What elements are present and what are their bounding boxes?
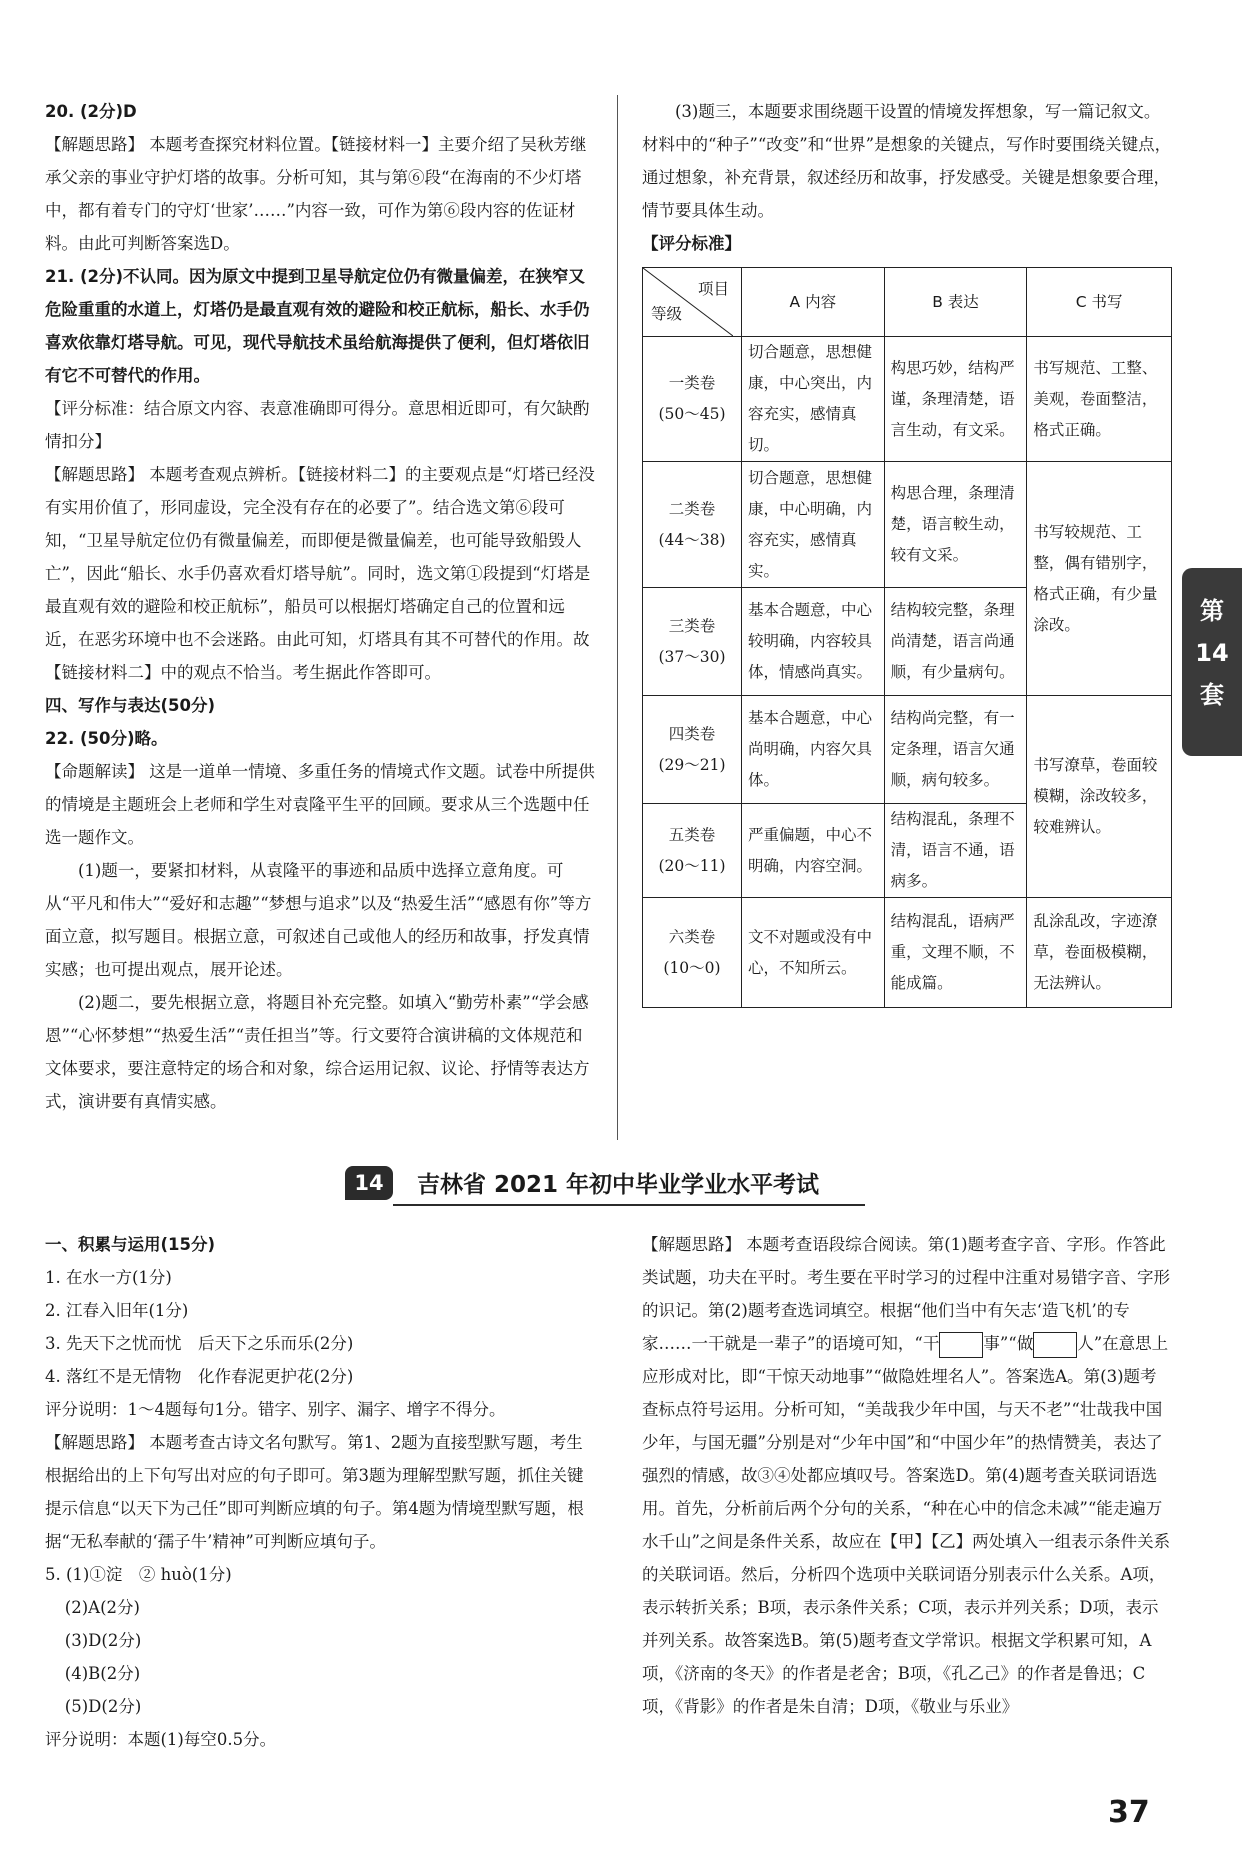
side-tab-line: 套: [1200, 681, 1224, 709]
exam-banner: [345, 1160, 865, 1210]
level-name: 六类卷: [668, 927, 716, 946]
content-cell: 切合题意，思想健康，中心突出，内容充实，感情真切。: [741, 337, 884, 462]
answer-5-3: (3)D(2分): [64, 1631, 142, 1650]
header-c: C 书写: [1027, 268, 1172, 337]
answer-2: 2. 江春入旧年(1分): [45, 1301, 189, 1320]
level-range: (50～45): [658, 405, 726, 423]
level-name: 一类卷: [668, 374, 716, 392]
answer-20: 20. (2分)D: [45, 102, 137, 121]
expression-cell: 构思巧妙，结构严谨，条理清楚，语言生动，有文采。: [884, 337, 1027, 462]
content-cell: 基本合题意，中心较明确，内容较具体，情感尚真实。: [741, 588, 884, 696]
expression-cell: 结构混乱，条理不清，语言不通，语病多。: [884, 804, 1027, 898]
writing-cell: 乱涂乱改，字迹潦草，卷面极模糊，无法辨认。: [1027, 898, 1172, 1008]
expression-cell: 构思合理，条理清楚，语言較生动，较有文采。: [884, 462, 1027, 588]
level-cell: [643, 898, 742, 1008]
content-cell: 文不对题或没有中心，不知所云。: [741, 898, 884, 1008]
section-one-heading: 一、积累与运用(15分): [45, 1235, 216, 1254]
expression-cell: 结构较完整，条理尚清楚，语言尚通顺，有少量病句。: [884, 588, 1027, 696]
content-cell: 严重偏题，中心不明确，内容空洞。: [741, 804, 884, 898]
level-range: (10～0): [663, 958, 721, 977]
scoring-standard-heading: 【评分标准】: [642, 234, 741, 253]
level-range: (44～38): [658, 530, 726, 549]
banner-underline: [393, 1204, 865, 1206]
analysis-22: 【命题解读】 这是一道单一情境、多重任务的情境式作文题。试卷中所提供的情境是主题班会上老师和学生对袁隆平生平的回顾。要求从三个选题中任选一题作文。: [45, 762, 595, 847]
right-bottom-column: [642, 1228, 1172, 1723]
blank-box: [1033, 1332, 1077, 1358]
table-row: [643, 696, 1172, 804]
answer-1: 1. 在水一方(1分): [45, 1268, 172, 1287]
section-four-heading: 四、写作与表达(50分): [45, 696, 216, 715]
analysis-21: 【解题思路】 本题考查观点辨析。【链接材料二】的主要观点是“灯塔已经没有实用价值了，形同虚设，完全没有存在的必要了”。结合选文第⑥段可知，“卫星导航定位仍有微量偏差，而即便是微量偏差，也可能导致船毁人亡”，因此“船长、水手仍喜欢看灯塔导航”。同时，选文第①段提到“灯塔是最直观有效的避险和校正航标”，船员可以根据灯塔确定自己的位置和远近，在恶劣环境中也不会迷路。由此可知，灯塔具有其不可替代的作用。故【链接材料二】中的观点不恰当。考生据此作答即可。: [45, 465, 595, 682]
level-cell: [643, 804, 742, 898]
left-bottom-column: [45, 1228, 597, 1756]
header-a: A 内容: [741, 268, 884, 337]
corner-bottom-label: 等级: [651, 305, 683, 323]
expression-cell: 结构混乱，语病严重，文理不顺，不能成篇。: [884, 898, 1027, 1008]
side-tab-line: 第: [1200, 597, 1224, 625]
table-row: [643, 462, 1172, 588]
blank-box: [939, 1332, 983, 1358]
table-header-row: [643, 268, 1172, 337]
analysis-5-part-3: 人”在意思上应形成对比，即“干惊天动地事”“做隐姓埋名人”。答案选A。第(3)题考查标点符号运用。分析可知，“美哉我少年中国，与天不老”“壮哉我中国少年，与国无疆”分别是对“少年中国”和“中国少年”的热情赞美，表达了强烈的情感，故③④处都应填叹号。答案选D。第(4)题考查关联词语选用。首先，分析前后两个分句的关系，“种在心中的信念未减”“能走遍万水千山”之间是条件关系，故应在【甲】【乙】两处填入一组表示条件关系的关联词语。然后，分析四个选项中关联词语分别表示什么关系。A项，表示转折关系；B项，表示条件关系；C项，表示并列关系；D项，表示并列关系。故答案选B。第(5)题考查文学常识。根据文学积累可知，A项，《济南的冬天》的作者是老舍；B项，《孔乙己》的作者是鲁迅；C项，《背影》的作者是朱自清；D项，《敬业与乐业》: [642, 1334, 1171, 1716]
scoring-note-1-4: 评分说明：1～4题每句1分。错字、别字、漏字、增字不得分。: [45, 1400, 506, 1419]
level-cell: [643, 588, 742, 696]
level-cell: [643, 462, 742, 588]
level-range: (20～11): [658, 856, 726, 875]
level-name: 三类卷: [668, 616, 716, 635]
side-tab-line: 14: [1195, 639, 1229, 667]
corner-top-label: 项目: [697, 280, 729, 298]
level-cell: [643, 696, 742, 804]
answer-5-2: (2)A(2分): [64, 1598, 140, 1617]
topic-one-guide: (1)题一，要紧扣材料，从袁隆平的事迹和品质中选择立意角度。可从“平凡和伟大”“爱好和志趣”“梦想与追求”以及“热爱生活”“感恩有你”等方面立意，拟写题目。根据立意，可叙述自己或他人的经历和故事，抒发真情实感；也可提出观点，展开论述。: [45, 861, 592, 979]
set-number-tab: [1182, 568, 1242, 756]
left-top-column: [45, 95, 597, 1118]
answer-5-1: 5. (1)①淀 ② huò(1分): [45, 1565, 232, 1584]
level-name: 四类卷: [668, 724, 716, 743]
analysis-5: [642, 1228, 1172, 1723]
analysis-5-part-1: 【解题思路】 本题考查语段综合阅读。第(1)题考查字音、字形。作答此类试题，功夫在平时。考生要在平时学习的过程中注重对易错字音、字形的识记。第(2)题考查选词填空。根据“他们当中有矢志‘造飞机’的专家……一干就是一辈子”的语境可知，“干: [642, 1235, 1170, 1353]
level-range: (37～30): [658, 647, 726, 666]
answer-21: 21. (2分)不认同。因为原文中提到卫星导航定位仍有微量偏差，在狭窄又危险重重的水道上，灯塔仍是最直观有效的避险和校正航标，船长、水手仍喜欢依靠灯塔导航。可见，现代导航技术虽给航海提供了便利，但灯塔依旧有它不可替代的作用。: [45, 267, 590, 385]
scoring-table: [642, 267, 1172, 1008]
writing-cell: 书写较规范、工整，偶有错别字，格式正确，有少量涂改。: [1027, 462, 1172, 696]
right-top-column: [642, 95, 1172, 260]
column-divider: [617, 95, 618, 1140]
level-range: (29～21): [658, 755, 726, 774]
header-b: B 表达: [884, 268, 1027, 337]
scoring-21: 【评分标准：结合原文内容、表意准确即可得分。意思相近即可，有欠缺酌情扣分】: [45, 399, 590, 451]
content-cell: 切合题意，思想健康，中心明确，内容充实，感情真实。: [741, 462, 884, 588]
answer-5-5: (5)D(2分): [64, 1697, 142, 1716]
table-corner-cell: [643, 268, 742, 337]
level-name: 五类卷: [668, 825, 716, 844]
writing-cell: 书写潦草，卷面较模糊，涂改较多，较难辨认。: [1027, 696, 1172, 898]
exam-number-badge: 14: [345, 1166, 393, 1200]
topic-three-guide: (3)题三，本题要求围绕题干设置的情境发挥想象，写一篇记叙文。材料中的“种子”“改变”和“世界”是想象的关键点，写作时要围绕关键点，通过想象，补充背景，叙述经历和故事，抒发感受。关键是想象要合理，情节要具体生动。: [642, 102, 1172, 220]
content-cell: 基本合题意，中心尚明确，内容欠具体。: [741, 696, 884, 804]
answer-3: 3. 先天下之忧而忧 后天下之乐而乐(2分): [45, 1334, 354, 1353]
page-number: 37: [1108, 1795, 1150, 1830]
table-row: [643, 337, 1172, 462]
level-cell: [643, 337, 742, 462]
exam-title: 吉林省 2021 年初中毕业学业水平考试: [417, 1172, 820, 1198]
answer-4: 4. 落红不是无情物 化作春泥更护花(2分): [45, 1367, 354, 1386]
topic-two-guide: (2)题二，要先根据立意，将题目补充完整。如填入“勤劳朴素”“学会感恩”“心怀梦想”“热爱生活”“责任担当”等。行文要符合演讲稿的文体规范和文体要求，要注意特定的场合和对象，综合运用记叙、议论、抒情等表达方式，演讲要有真情实感。: [45, 993, 590, 1111]
table-row: [643, 898, 1172, 1008]
level-name: 二类卷: [668, 499, 716, 518]
analysis-20: 【解题思路】 本题考查探究材料位置。【链接材料一】主要介绍了吴秋芳继承父亲的事业守护灯塔的故事。分析可知，其与第⑥段“在海南的不少灯塔中，都有着专门的守灯‘世家’……”内容一致，可作为第⑥段内容的佐证材料。由此可判断答案选D。: [45, 135, 587, 253]
analysis-5-part-2: 事”“做: [983, 1334, 1034, 1353]
writing-cell: 书写规范、工整、美观，卷面整洁，格式正确。: [1027, 337, 1172, 462]
analysis-1-4: 【解题思路】 本题考查古诗文名句默写。第1、2题为直接型默写题，考生根据给出的上下句写出对应的句子即可。第3题为理解型默写题，抓住关键提示信息“以天下为己任”即可判断应填的句子。第4题为情境型默写题，根据“无私奉献的‘孺子牛’精神”可判断应填句子。: [45, 1433, 584, 1551]
scoring-note-5: 评分说明：本题(1)每空0.5分。: [45, 1730, 277, 1749]
expression-cell: 结构尚完整，有一定条理，语言欠通顺，病句较多。: [884, 696, 1027, 804]
answer-22: 22. (50分)略。: [45, 729, 168, 748]
answer-5-4: (4)B(2分): [64, 1664, 141, 1683]
